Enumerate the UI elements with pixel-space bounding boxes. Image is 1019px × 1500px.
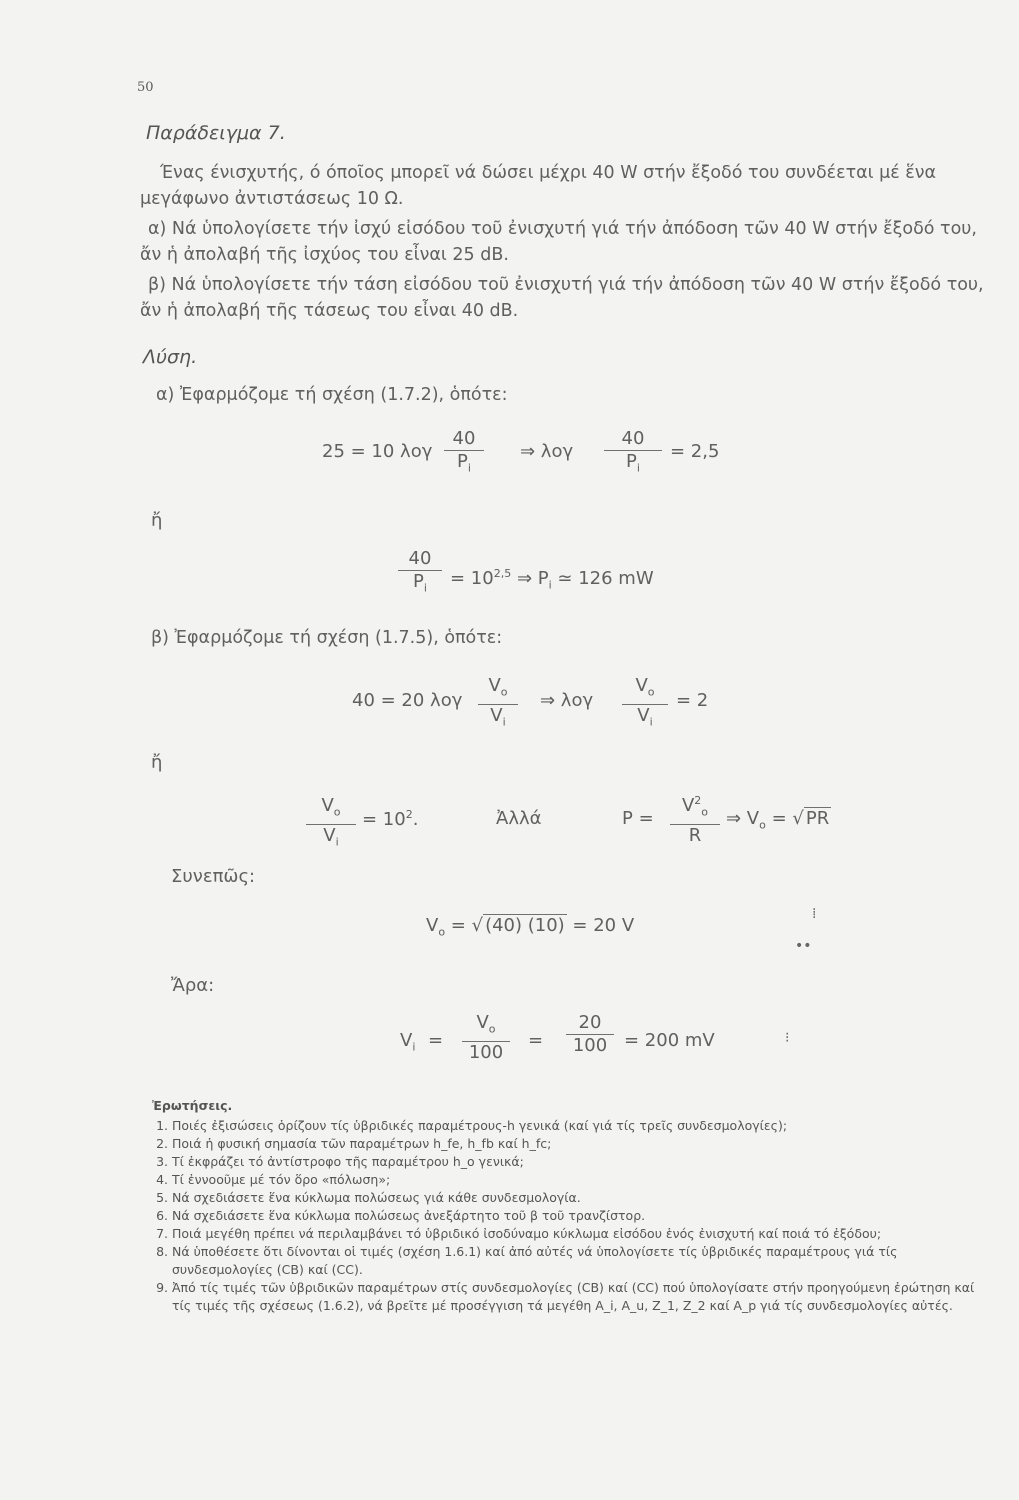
question-item: 9. Ἀπό τίς τιμές τῶν ὑβριδικῶν παραμέτρων στίς συνδεσμολογίες (CB) καί (CC) πού ὑπολογίσατε στήν προηγούμενη ἐρώτηση καί τίς τιμές τῆς σχέσεως (1.6.2), νά βρεῖτε μέ προσέγγιση τά μεγέθη A_i, A_u, Z_1, Z_2 καί A_p γιά τίς συνδεσμολογίες αὐτές. bbox=[172, 1279, 992, 1315]
questions-section bbox=[152, 1097, 992, 1315]
but-word: Ἀλλά bbox=[496, 808, 542, 829]
eq6: $V_o$ = √ (40) (10) = 20 V bbox=[426, 915, 635, 939]
hence-word: Ἄρα: bbox=[171, 975, 215, 996]
stray-dots-2: •• bbox=[795, 938, 812, 954]
eq7-eq-2: = bbox=[528, 1030, 544, 1051]
questions-list bbox=[152, 1117, 992, 1315]
problem-part-b: β) Νά ὑπολογίσετε τήν τάση εἰσόδου τοῦ ἐνισχυτή γιά τήν ἀπόδοση τῶν 40 W στήν ἔξοδό του, ἄν ἡ ἀπολαβή τῆς τάσεως του εἶναι 40 dB. bbox=[140, 275, 984, 321]
eq7-frac-a: $V_o$ 100 bbox=[462, 1012, 510, 1064]
example-title: Παράδειγμα 7. bbox=[146, 122, 286, 144]
solution-b-intro: β) Ἐφαρμόζομε τή σχέση (1.7.5), ὁπότε: bbox=[151, 628, 503, 648]
eq1-left: 25 = 10 λογ bbox=[322, 441, 433, 462]
therefore-word: Συνεπῶς: bbox=[171, 866, 256, 887]
eq5-right: ⇒ $V_o$ = √ PR bbox=[726, 808, 830, 832]
eq3-arrow: ⇒ λογ bbox=[540, 690, 594, 711]
solution-a-intro: α) Ἐφαρμόζομε τή σχέση (1.7.2), ὁπότε: bbox=[156, 385, 508, 405]
or-1: ἤ bbox=[151, 510, 163, 531]
question-item: 5. Νά σχεδιάσετε ἕνα κύκλωμα πολώσεως γιά κάθε συνδεσμολογία. bbox=[172, 1189, 992, 1207]
question-item: 7. Ποιά μεγέθη πρέπει νά περιλαμβάνει τό ὑβριδικό ἰσοδύναμο κύκλωμα εἰσόδου ἑνός ἐνισχυτή καί ποιά τό ἐξόδου; bbox=[172, 1225, 992, 1243]
eq3-frac-a: $V_o$ $V_i$ bbox=[478, 675, 518, 733]
eq3-frac-b: $V_o$ $V_i$ bbox=[622, 675, 668, 733]
eq1-right: = 2,5 bbox=[670, 441, 720, 462]
eq3-right: = 2 bbox=[676, 690, 709, 711]
eq1-frac-b: 40 $P_i$ bbox=[604, 428, 662, 480]
stray-dots-1: ⁞ bbox=[812, 906, 817, 922]
problem-intro: Ένας ένισχυτής, ό όποῖος μπορεῖ νά δώσει μέχρι 40 W στήν ἔξοδό του συνδέεται μέ ἕνα μεγάφωνο ἀντιστάσεως 10 Ω. bbox=[140, 163, 937, 209]
eq7-right: = 200 mV bbox=[624, 1030, 715, 1051]
eq1-arrow: ⇒ λογ bbox=[520, 441, 574, 462]
eq1-frac-a: 40 $P_i$ bbox=[444, 428, 484, 480]
question-item: 4. Τί ἐννοοῦμε μέ τόν ὅρο «πόλωση»; bbox=[172, 1171, 992, 1189]
eq2-frac: 40 $P_i$ bbox=[398, 548, 442, 600]
eq7-left: $V_i$ bbox=[400, 1030, 416, 1054]
question-item: 6. Νά σχεδιάσετε ἕνα κύκλωμα πολώσεως ἀνεξάρτητο τοῦ β τοῦ τρανζίστορ. bbox=[172, 1207, 992, 1225]
eq5-frac: $V^2_o$ R bbox=[670, 790, 720, 847]
eq4-frac: $V_o$ $V_i$ bbox=[306, 795, 356, 853]
eq5-left: P = bbox=[622, 808, 654, 829]
eq3-left: 40 = 20 λογ bbox=[352, 690, 463, 711]
or-2: ἤ bbox=[151, 752, 163, 773]
problem-part-a: α) Νά ὑπολογίσετε τήν ἰσχύ εἰσόδου τοῦ ἐνισχυτή γιά τήν ἀπόδοση τῶν 40 W στήν ἔξοδό του, ἄν ἡ ἀπολαβή τῆς ἰσχύος του εἶναι 25 dB. bbox=[140, 219, 977, 265]
questions-heading: Ἐρωτήσεις. bbox=[152, 1098, 233, 1113]
eq2-right: = $10^{2,5}$ ⇒ $P_i$ ≃ 126 mW bbox=[450, 567, 654, 592]
question-item: 8. Νά ὑποθέσετε ὅτι δίνονται οἱ τιμές (σχέση 1.6.1) καί ἀπό αὐτές νά ὑπολογίσετε τίς ὑβριδικές παραμέτρους γιά τίς συνδεσμολογίες (CB) καί (CC). bbox=[172, 1243, 992, 1279]
page-number: 50 bbox=[137, 80, 154, 95]
solution-title: Λύση. bbox=[143, 346, 198, 368]
eq7-eq-1: = bbox=[428, 1030, 444, 1051]
question-item: 2. Ποιά ἡ φυσική σημασία τῶν παραμέτρων h_fe, h_fb καί h_fc; bbox=[172, 1135, 992, 1153]
eq7-frac-b: 20 100 bbox=[566, 1012, 614, 1057]
question-item: 1. Ποιές ἐξισώσεις ὁρίζουν τίς ὑβριδικές παραμέτρους-h γενικά (καί γιά τίς τρεῖς συνδεσμολογίες); bbox=[172, 1117, 992, 1135]
eq4-right: = $10^2$. bbox=[362, 808, 419, 830]
stray-dots-3: ⁝ bbox=[785, 1030, 790, 1046]
question-item: 3. Τί ἐκφράζει τό ἀντίστροφο τῆς παραμέτρου h_o γενικά; bbox=[172, 1153, 992, 1171]
